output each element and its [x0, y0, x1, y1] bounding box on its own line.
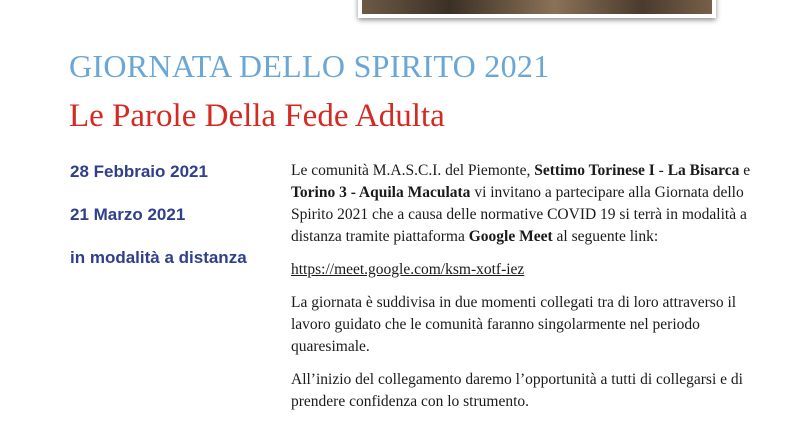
date-first: 28 Febbraio 2021	[70, 162, 208, 181]
community-settimo: Settimo Torinese I	[534, 162, 655, 179]
day-description-paragraph: La giornata è suddivisa in due momenti collegati tra di loro attraverso il lavoro guidato che le comunità faranno singolarmente nel periodo quaresimale.	[291, 294, 737, 355]
link-intro: al seguente link:	[552, 228, 659, 245]
header-photo	[358, 0, 716, 18]
intro-text: Le comunità M.A.S.C.I. del Piemonte,	[291, 162, 535, 179]
date-second: 21 Marzo 2021	[70, 205, 186, 224]
community-bisarca: La Bisarca	[667, 162, 740, 179]
intro-paragraph	[291, 160, 761, 248]
separator: -	[654, 162, 668, 179]
invite-text: vi invitano a partecipare alla Giornata dello Spirito 2021 che a causa delle normative COVID 19 si terrà in modalità a distanza tramite piattaforma	[291, 184, 747, 245]
body-text	[291, 160, 761, 424]
link-paragraph	[291, 259, 761, 281]
platform-name: Google Meet	[468, 228, 553, 245]
meet-link[interactable]: https://meet.google.com/ksm-xotf-iez	[291, 261, 525, 278]
page-subtitle: Le Parole Della Fede Adulta	[69, 98, 445, 134]
connection-paragraph: All’inizio del collegamento daremo l’opportunità a tutti di collegarsi e di prendere confidenza con lo strumento.	[291, 371, 743, 410]
page-title: GIORNATA DELLO SPIRITO 2021	[69, 48, 550, 84]
date-mode: in modalità a distanza	[70, 248, 247, 267]
community-torino: Torino 3 - Aquila Maculata	[291, 184, 471, 201]
conjunction: e	[739, 162, 751, 179]
